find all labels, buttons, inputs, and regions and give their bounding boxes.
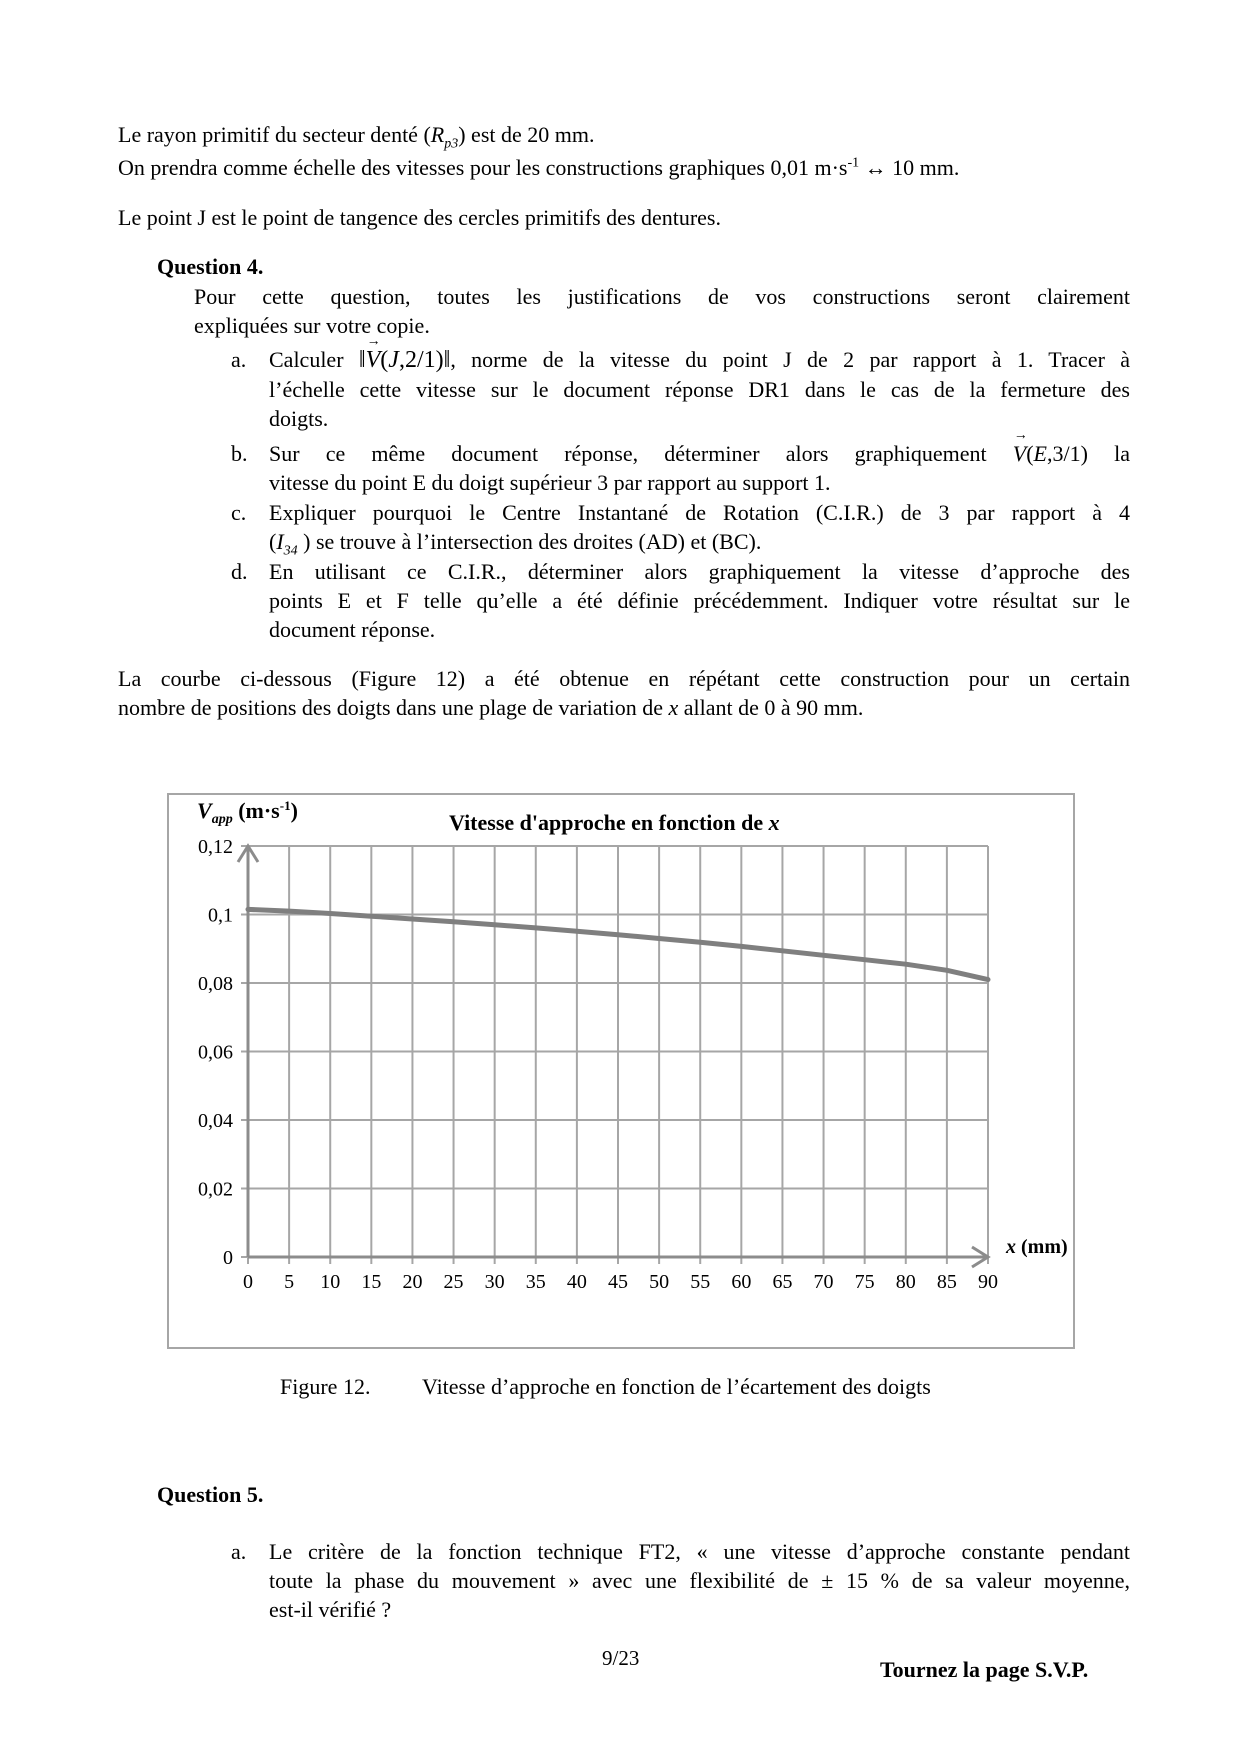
svg-text:55: 55: [690, 1271, 711, 1293]
text: (: [269, 529, 277, 554]
svg-text:80: 80: [895, 1271, 916, 1293]
item-marker-c: c.: [231, 500, 247, 525]
item-marker-b: b.: [231, 441, 248, 466]
svg-text:20: 20: [402, 1271, 423, 1293]
svg-text:75: 75: [854, 1271, 875, 1293]
turn-page-note: Tournez la page S.V.P.: [880, 1657, 1089, 1682]
question-4b-line-2: vitesse du point E du doigt supérieur 3 par rapport au support 1.: [269, 470, 831, 495]
superscript: -1: [847, 155, 860, 171]
variable-x: x: [668, 695, 679, 720]
question-4-title: Question 4.: [157, 254, 264, 279]
chart-grid: [241, 846, 988, 1264]
svg-text:90: 90: [978, 1271, 998, 1293]
svg-text:35: 35: [525, 1271, 546, 1293]
item-marker-d: d.: [231, 559, 248, 584]
text: ) se trouve à l’intersection des droites (AD) et (BC).: [297, 529, 762, 554]
subscript: 34: [283, 543, 298, 559]
text: ↔ 10 mm.: [859, 155, 960, 180]
svg-text:0,08: 0,08: [198, 973, 233, 995]
chart-xlabel: x (mm): [1006, 1236, 1068, 1258]
vector-V: → V: [1013, 441, 1026, 467]
text: On prendra comme échelle des vitesses pour les constructions graphiques 0,01 m·s: [118, 155, 848, 180]
svg-text:65: 65: [772, 1271, 793, 1293]
symbol-R: R: [430, 122, 445, 147]
text: , norme de la vitesse du point J de 2 par rapport à 1. Tracer à: [450, 347, 1130, 372]
chart-ylabel: $V_{app}$ $(m\cdot s^{-1})$: [197, 798, 298, 827]
svg-text:85: 85: [936, 1271, 957, 1293]
svg-text:40: 40: [566, 1271, 587, 1293]
svg-text:0: 0: [223, 1247, 233, 1269]
vector-V: → V: [366, 347, 381, 374]
question-5a-line-3: est-il vérifié ?: [269, 1597, 392, 1622]
chart-axes: [238, 846, 988, 1267]
subscript: p3: [444, 136, 459, 152]
text: allant de 0 à 90 mm.: [678, 695, 864, 720]
text: la: [1087, 441, 1130, 466]
chart-tick-labels: [198, 836, 998, 1293]
question-5a-line-1: Le critère de la fonction technique FT2, « une vitesse d’approche constante pendant: [269, 1539, 1130, 1564]
question-4d-line-1: En utilisant ce C.I.R., déterminer alors graphiquement la vitesse d’approche des: [269, 559, 1130, 584]
svg-text:15: 15: [361, 1271, 382, 1293]
text: nombre de positions des doigts dans une plage de variation de: [118, 695, 669, 720]
svg-text:10: 10: [320, 1271, 341, 1293]
text: Calculer: [269, 347, 359, 372]
vector-VE31: → V(E,3/1): [1013, 441, 1088, 466]
question-4-intro-line-1: Pour cette question, toutes les justifications de vos constructions seront clairement: [194, 284, 1130, 309]
item-marker-a: a.: [231, 1539, 247, 1564]
question-4d-line-2: points E et F telle qu’elle a été définie précédemment. Indiquer votre résultat sur le: [269, 588, 1130, 613]
item-marker-a: a.: [231, 347, 247, 372]
curve-paragraph-line-1: La courbe ci-dessous (Figure 12) a été obtenue en répétant cette construction pour un certain: [118, 666, 1130, 691]
svg-text:0,12: 0,12: [198, 836, 233, 858]
figure-caption-text: Vitesse d’approche en fonction de l’écartement des doigts: [422, 1374, 931, 1399]
vector-norm-VJ21: ‖→ V(J,2/1)‖: [359, 347, 450, 373]
symbol-I: I: [276, 529, 284, 554]
chart-title: Vitesse d'approche en fonction de x: [449, 810, 780, 835]
svg-text:0,1: 0,1: [208, 904, 233, 927]
question-4c-line-1: Expliquer pourquoi le Centre Instantané de Rotation (C.I.R.) de 3 par rapport à 4: [269, 500, 1130, 525]
question-4a-line-3: doigts.: [269, 406, 329, 431]
svg-text:0: 0: [243, 1271, 253, 1293]
svg-text:30: 30: [484, 1271, 505, 1293]
question-4d-line-3: document réponse.: [269, 617, 436, 642]
figure-caption-label: Figure 12.: [280, 1374, 371, 1399]
question-4-intro-line-2: expliquées sur votre copie.: [194, 313, 430, 338]
svg-text:70: 70: [813, 1271, 834, 1293]
page-number: 9/23: [602, 1646, 640, 1670]
intro-line-3: Le point J est le point de tangence des cercles primitifs des dentures.: [118, 205, 721, 230]
svg-text:0,04: 0,04: [198, 1110, 233, 1132]
svg-text:0,02: 0,02: [198, 1178, 233, 1201]
svg-text:25: 25: [443, 1271, 464, 1293]
svg-text:0,06: 0,06: [198, 1041, 233, 1064]
svg-text:60: 60: [731, 1271, 752, 1293]
text: Le rayon primitif du secteur denté (: [118, 122, 431, 147]
svg-text:5: 5: [284, 1271, 295, 1293]
text: ) est de 20 mm.: [458, 122, 595, 147]
svg-text:45: 45: [608, 1271, 628, 1293]
svg-text:50: 50: [649, 1271, 670, 1293]
text: Sur ce même document réponse, déterminer alors graphiquement: [269, 441, 1013, 466]
question-4a-line-2: l’échelle cette vitesse sur le document réponse DR1 dans le cas de la fermeture des: [269, 377, 1130, 402]
question-5-title: Question 5.: [157, 1482, 264, 1507]
question-5a-line-2: toute la phase du mouvement » avec une flexibilité de ± 15 % de sa valeur moyenne,: [269, 1568, 1130, 1593]
